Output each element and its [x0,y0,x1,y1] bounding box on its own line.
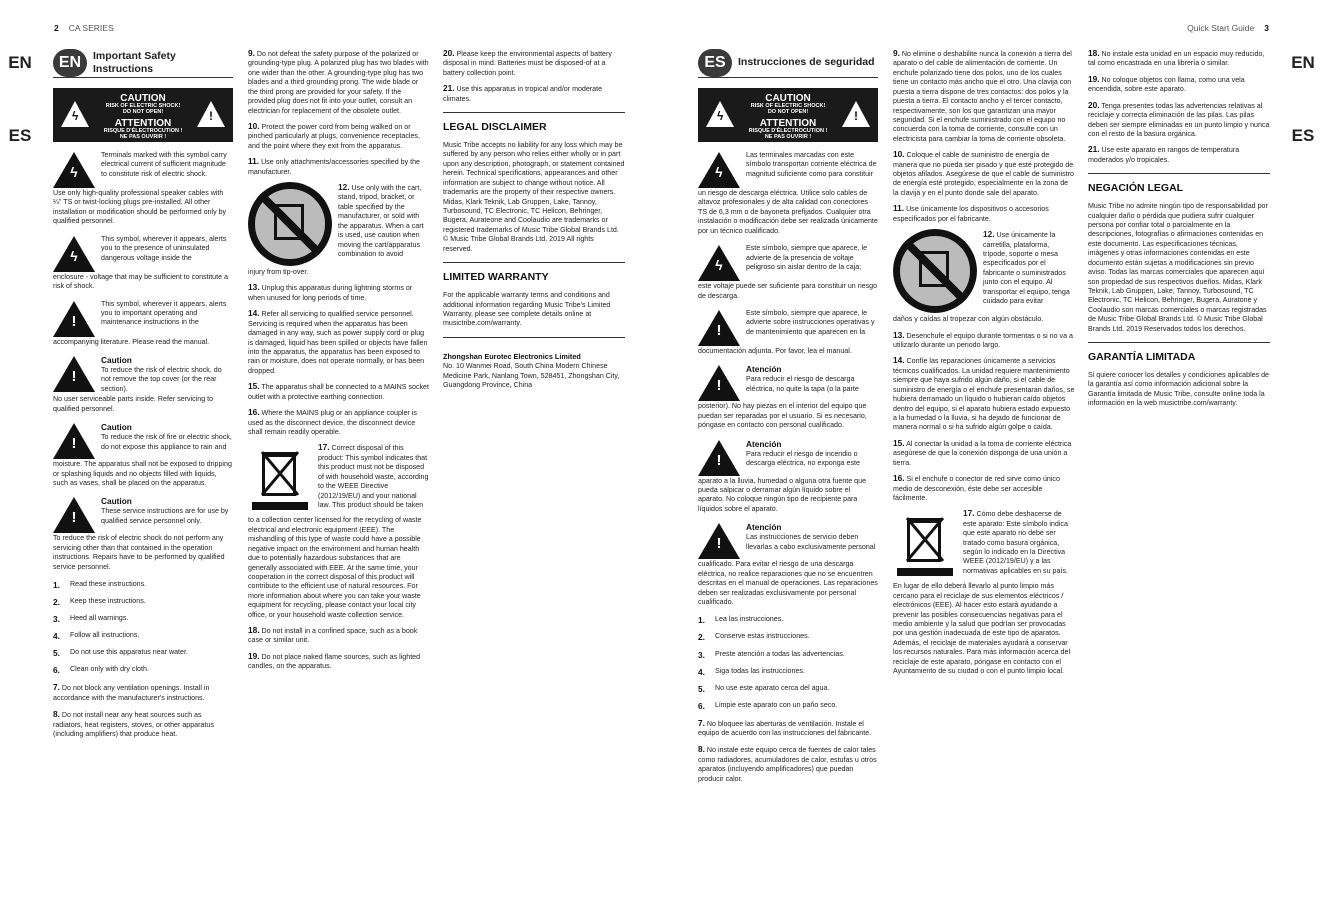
es-column-1 [698,48,878,790]
en-column-1 [53,48,233,745]
caution-text-cont: moisture. The apparatus shall not be exposed to dripping or splashing liquids and no objects filled with liquids, such as vases, shall be placed on the apparatus. [53,460,232,487]
list-item: 5. No use este aparato cerca del agua. [698,683,830,694]
banner-caution: CAUTION [120,93,166,104]
series-name: CA SERIES [68,23,114,33]
banner-caution-sub1: RISK OF ELECTRIC SHOCK! [105,103,181,109]
en-caution-banner [53,88,233,142]
caution-text-cont: cualificado. Para evitar el riesgo de una descarga eléctrica, no realice reparaciones que no se encuentren descritas en el manual de operaciones. Las reparaciones deben ser realizadas exclusivamente por personal cualificado. [698,560,878,607]
list-item: 2. Keep these instructions. [53,597,146,608]
weee-bin-icon [248,442,312,514]
banner-caution-sub2: DO NOT OPEN! [767,109,809,115]
caution-title: Atención [746,364,782,375]
en-column-3 [443,48,625,394]
item-19: 19. No coloque objetos con llama, como una vela encendida, sobre este aparato. [1088,73,1245,94]
weee-bin-icon [893,508,957,580]
banner-attention: ATTENTION [114,118,172,129]
caution-title: Caution [101,354,132,365]
bolt-warning-icon: ϟ [53,152,95,188]
item-16: 16. Si el enchufe o conector de red sirve como único medio de desconexión, éste debe ser accesible fácilmente. [893,473,1060,502]
caution-text: To reduce the risk of fire or electric shock, do not expose this appliance to rain and [101,433,232,451]
legal-disclaimer-title: NEGACIÓN LEGAL [1088,182,1184,195]
item-13: 13. Unplug this apparatus during lightning storms or when unused for long periods of time. [248,282,413,302]
es-title-box [698,48,878,78]
symbol-text-cont: accompanying literature. Please read the manual. [53,337,210,346]
item-13: 13. Desenchufe el equipo durante tormentas o si no va a utilizarlo durante un periodo largo. [893,329,1073,350]
item-10: 10. Protect the power cord from being walked on or pinched particularly at plugs, convenience receptacles, and the point where they exit from the apparatus. [248,120,420,150]
item-10: 10. Coloque el cable de suministro de energía de manera que no pueda ser pisado y que esté protegido de objetos afilados. Asegúrese de que el cable de suministro de energía esté protegido, especialmente en la zona de la clavija y en el punto donde sale del aparato. [893,149,1075,197]
symbol-text-cont: un riesgo de descarga eléctrica. Utilice solo cables de altavoz profesionales y de alta calidad con conectores TS de 6,3 mm o de bayoneta prefijados. Cualquier otra instalación o modificación debe ser realizada únicamente por un técnico cualificado. [698,189,878,235]
list-item: 4. Follow all instructions. [53,631,140,642]
banner-attention-sub1: RISQUE D'ÉLECTROCUTION ! [748,128,828,134]
list-item: 3. Heed all warnings. [53,614,129,625]
symbol-text: Este símbolo, siempre que aparece, le advierte de la presencia de voltaje peligroso sin aislar dentro de la caja; [746,244,868,271]
es-badge: ES [698,49,732,77]
caution-block [698,522,878,559]
legal-disclaimer-text: Music Tribe no admite ningún tipo de responsabilidad por cualquier daño o pérdida que pudiera sufrir cualquier persona por confiar total o parcialmente en la descripciones, fotografías o afirmaciones contenidas en este documento. Las especificaciones técnicas, imágenes y otras informaciones contenidas en este documento están sujetas a modificaciones sin previo aviso. Todas las marcas comerciales que aparecen aquí son propiedad de sus respectivos dueños. Midas, Klark Teknik, Lab Gruppen, Lake, Tannoy, Turbosound, TC Electronic, TC Helicon, Behringer, Bugera, Auratone y Coolaudio son marcas comerciales o marcas registradas de Music Tribe Global Brands Ltd. © Music Tribe Global Brands Ltd. 2019 Reservados todos los derechos. [1088,202,1268,333]
en-badge: EN [53,49,87,77]
exclamation-warning-icon: ! [53,301,95,337]
caution-title: Caution [101,496,132,507]
es-column-2 [893,48,1075,682]
caution-text-cont: aparato a la lluvia, humedad o alguna otra fuente que pueda salpicar o derramar algún líquido sobre el aparato. No coloque ningún tipo de recipiente para líquidos sobre el aparato. [698,476,867,513]
list-item: 1. Lea las instrucciones. [698,615,784,626]
cart-warning-icon [893,229,977,313]
item-17: 17. Correct disposal of this product: This symbol indicates that this product must not be disposed of with household waste, according to the WEEE Directive (2012/19/EU) and your national law. This product should be taken [248,442,430,514]
item-12-cont: daños y caídas al tropezar con algún obstáculo. [893,315,1044,324]
banner-attention-sub2: NE PAS OUVRIR ! [764,134,812,140]
item-16: 16. Where the MAINS plug or an appliance coupler is used as the disconnect device, the disconnect device shall remain readily operable. [248,407,417,436]
company-name: Zhongshan Eurotec Electronics Limited [443,351,581,361]
symbol-text: This symbol, wherever it appears, alerts you to important operating and maintenance instructions in the [101,299,227,327]
item-11: 11. Use only attachments/accessories specified by the manufacturer. [248,156,420,176]
banner-attention: ATTENTION [759,118,817,129]
banner-caution: CAUTION [765,93,811,104]
list-item: 3. Preste atención a todas las advertencias. [698,649,845,660]
bolt-icon: ϟ [61,101,89,127]
right-page-number: 3 [1264,23,1269,33]
caution-title: Caution [101,422,132,433]
company-address [443,337,625,391]
item-12-cont: injury from tip-over. [248,268,309,277]
list-item: 4. Siga todas las instrucciones. [698,666,805,677]
item-12: 12. Use only with the cart, stand, tripod, bracket, or table specified by the manufacturer, or sold with the apparatus. When a cart is used, use caution when moving the cart/apparatus combination to avoid [248,182,430,266]
es-column-3 [1088,48,1270,413]
banner-attention-sub2: NE PAS OUVRIR ! [119,134,167,140]
symbol-block [53,235,233,272]
symbol-text: Las terminales marcadas con este símbolo transportan corriente eléctrica de magnitud suficiente como para constituir [746,151,877,178]
caution-text: These service instructions are for use by qualified service personnel only. [101,507,229,525]
caution-text-cont: No user serviceable parts inside. Refer servicing to qualified personnel. [53,395,214,413]
en-title-box [53,48,233,78]
item-21: 21. Use este aparato en rangos de temperatura moderados y/o tropicales. [1088,144,1240,164]
banner-caution-sub1: RISK OF ELECTRIC SHOCK! [750,103,826,109]
symbol-block [53,151,233,188]
limited-warranty-title: LIMITED WARRANTY [443,271,549,284]
item-20: 20. Tenga presentes todas las advertencias relativas al reciclaje y correcta eliminación de las pilas. Las pilas deben ser siempre eliminadas en un punto limpio y nunca con el resto de la basura orgánica. [1088,99,1270,138]
es-title: Instrucciones de seguridad [738,56,875,69]
en-column-2 [248,48,430,677]
guide-title: Quick Start Guide [1187,23,1255,33]
caution-text-cont: To reduce the risk of electric shock do not perform any servicing other than that contained in the operation instructions. Repairs have to be performed by qualified service personnel. [53,534,225,571]
es-instruction-list [698,615,878,784]
bolt-warning-icon: ϟ [698,152,740,188]
symbol-block [53,300,233,337]
limited-warranty-text: For the applicable warranty terms and conditions and additional information regarding Music Tribe's Limited Warranty, please see complete details online at musictribe.com/warranty. [443,291,611,328]
symbol-text: Este símbolo, siempre que aparece, le advierte sobre instrucciones operativas y de mantenimiento que aparecen en la [746,308,875,336]
caution-text: Para reducir el riesgo de descarga eléctrica, no quite la tapa (o la parte [746,375,859,393]
list-item: 7. No bloquee las aberturas de ventilación. Instale el equipo de acuerdo con las instrucciones del fabricante. [698,717,872,738]
caution-block [53,496,233,533]
en-instruction-list [53,580,233,739]
tab-en-right[interactable]: EN [1291,53,1315,72]
left-page-header [44,23,114,34]
list-item: 2. Conserve estas instrucciones. [698,632,810,643]
list-item: 8. No instale este equipo cerca de fuentes de calor tales como radiadores, acumuladores de calor, estufas u otros aparatos (incluyendo amplificadores) que puedan producir calor. [698,744,877,783]
tab-es-right[interactable]: ES [1291,126,1315,145]
left-page-number: 2 [54,23,59,33]
caution-title: Atención [746,522,782,533]
caution-title: Atención [746,438,782,449]
caution-block [53,355,233,394]
legal-disclaimer-text: Music Tribe accepts no liability for any loss which may be suffered by any person who relies either wholly or in part upon any description, photograph, or statement contained herein. Technical specifications, appearances and other information are subject to change without notice. All trademarks are the property of their respective owners. Midas, Klark Teknik, Lab Gruppen, Lake, Tannoy, Turbosound, TC Electronic, TC Helicon, Behringer, Bugera, Aurateone and Coolaudio are trademarks or registered trademarks of Music Tribe Global Brands Ltd. © Music Tribe Global Brands Ltd. 2019 All rights reserved. [443,141,625,253]
item-18: 18. Do not install in a confined space, such as a book case or similar unit. [248,625,418,645]
symbol-block [698,244,878,281]
tab-es-left[interactable]: ES [8,126,32,145]
bolt-icon: ϟ [706,101,734,127]
item-14: 14. Refer all servicing to qualified service personnel. Servicing is required when the apparatus has been damaged in any way, such as power supply cord or plug is damaged, liquid has been spilled or objects have fallen into the apparatus, the apparatus has been exposed to rain or moisture, does not operate normally, or has been dropped. [248,308,428,375]
legal-disclaimer-title: LEGAL DISCLAIMER [443,121,547,134]
caution-text: To reduce the risk of electric shock, do not remove the top cover (or the rear section). [101,365,222,393]
list-item: 7. Do not block any ventilation openings. Install in accordance with the manufacturer's instructions. [53,682,210,702]
item-20: 20. Please keep the environmental aspects of battery disposal in mind. Batteries must be disposed-of at a battery collection point. [443,48,612,77]
symbol-text-cont: documentación adjunta. Por favor, lea el manual. [698,346,852,355]
exclamation-icon: ! [842,101,870,127]
bolt-warning-icon: ϟ [53,236,95,272]
symbol-block [698,309,878,346]
caution-text: Para reducir el riesgo de incendio o descarga eléctrica, no exponga este [746,449,860,468]
address-text: No. 10 Wanmei Road, South China Modern Chinese Medicine Park, Nanlang Town, 528451, Zhongshan City, Guangdong Province, China [443,362,620,390]
item-17-cont: to a collection center licensed for the recycling of waste electrical and electronic equipment (EEE). The mishandling of this type of waste could have a possible negative impact on the environment and human health due to potentially hazardous substances that are generally associated with EEE. At the same time, your cooperation in the correct disposal of this product will contribute to the efficient use of natural resources. For more information about where you can take your waste equipment for recycling, please contact your local city office, or your household waste collection service. [248,516,422,619]
item-15: 15. Al conectar la unidad a la toma de corriente eléctrica asegúrese de que la conexión disponga de una unión a tierra. [893,437,1072,467]
item-17-cont: En lugar de ello deberá llevarlo al punto limpio más cercano para el reciclaje de sus elementos eléctricos / electrónicos (EEE). Al hacer esto estará ayudando a prevenir las posibles consecuencias negativas para el medio ambiente y la salud que podrían ser provocadas por una gestión inadecuada de este tipo de aparatos. Además, el reciclaje de materiales ayudará a conservar los recursos naturales. Para más información acerca del reciclaje de este aparato, póngase en contacto con el Ayuntamiento de su ciudad o con el punto limpio local. [893,582,1071,676]
exclamation-warning-icon: ! [698,440,740,476]
item-9: 9. No elimine o deshabilite nunca la conexión a tierra del aparato o del cable de alimentación de corriente. Un enchufe polarizado tiene dos polos, uno de los cuales tiene un contacto más ancho que el otro. Una clavija con puesta a tierra dispone de tres contactos: dos polos y la puesta a tierra. El contacto ancho y el tercer contacto, respectivamente, son los que garantizan una mayor seguridad. Si el enchufe suministrado con el equipo no concuerda con la toma de corriente, consulte con un electricista para cambiar la toma de corriente obsoleta. [893,48,1072,143]
exclamation-warning-icon: ! [53,356,95,392]
exclamation-warning-icon: ! [698,310,740,346]
limited-warranty-section [443,262,625,329]
item-15: 15. The apparatus shall be connected to a MAINS socket outlet with a protective earthing connection. [248,381,429,401]
caution-block [698,364,878,401]
list-item: 1. Read these instructions. [53,580,147,591]
caution-text: Las instrucciones de servicio deben llevarlas a cabo exclusivamente personal [746,533,876,551]
item-17: 17. Cómo debe deshacerse de este aparato: Este símbolo indica que este aparato no debe ser tratado como basura orgánica, según lo indicado en la Directiva WEEE (2012/19/EU) y a las normativas aplicables en su país. [893,508,1075,580]
list-item: 6. Clean only with dry cloth. [53,665,149,676]
symbol-text: This symbol, wherever it appears, alerts you to the presence of uninsulated dangerous voltage inside the [101,234,227,262]
legal-disclaimer-section [443,112,625,254]
caution-text-cont: posterior). No hay piezas en el interior del equipo que puedan ser reparadas por el usuario. Si es necesario, póngase en contacto con personal cualificado. [698,402,867,430]
cart-warning-icon [248,182,332,266]
bolt-warning-icon: ϟ [698,245,740,281]
banner-caution-sub2: DO NOT OPEN! [122,109,164,115]
en-title: Important Safety Instructions [93,50,176,75]
item-9: 9. Do not defeat the safety purpose of the polarized or grounding-type plug. A polarized plug has two blades with one wider than the other. A grounding-type plug has two blades and a third grounding prong. The wide blade or the third prong are provided for your safety. If the provided plug does not fit into your outlet, consult an electrician for replacement of the obsolete outlet. [248,48,429,115]
limited-warranty-text: Si quiere conocer los detalles y condiciones aplicables de la garantía así como información adicional sobre la Garantía limitada de Music Tribe, consulte online toda la información en la web musictribe.com/warranty. [1088,371,1269,408]
item-18: 18. No instale esta unidad en un espacio muy reducido, tal como encastrada en una librería o similar. [1088,48,1265,68]
exclamation-warning-icon: ! [698,365,740,401]
list-item: 5. Do not use this apparatus near water. [53,648,188,659]
exclamation-icon: ! [197,101,225,127]
legal-disclaimer-section [1088,173,1270,334]
item-21: 21. Use this apparatus in tropical and/or moderate climates. [443,83,603,103]
symbol-text-cont: Use only high-quality professional speaker cables with ¼" TS or twist-locking plugs pre-installed. All other installation or modification should be performed only by qualified personnel. [53,189,227,226]
symbol-text-cont: este voltaje puede ser suficiente para constituir un riesgo de descarga. [698,282,878,300]
exclamation-warning-icon: ! [53,497,95,533]
limited-warranty-title: GARANTÍA LIMITADA [1088,351,1196,364]
limited-warranty-section [1088,342,1270,409]
exclamation-warning-icon: ! [53,423,95,459]
list-item: 8. Do not install near any heat sources such as radiators, heat registers, stoves, or other apparatus (including amplifiers) that produce heat. [53,709,214,738]
list-item: 6. Limpie este aparato con un paño seco. [698,700,838,711]
symbol-block [698,151,878,188]
right-page-header [1187,23,1279,34]
symbol-text-cont: enclosure - voltage that may be sufficient to constitute a risk of shock. [53,272,228,291]
item-11: 11. Use únicamente los dispositivos o accesorios especificados por el fabricante. [893,203,1049,223]
tab-en-left[interactable]: EN [8,53,32,72]
caution-block [53,422,233,459]
caution-block [698,439,878,476]
item-19: 19. Do not place naked flame sources, such as lighted candles, on the apparatus. [248,650,421,671]
exclamation-warning-icon: ! [698,523,740,559]
es-caution-banner [698,88,878,142]
banner-attention-sub1: RISQUE D'ÉLECTROCUTION ! [103,128,183,134]
item-12: 12. Use únicamente la carretilla, plataforma, trípode, soporte o mesa especificados por el fabricante o suministrados junto con el equipo. Al transportar el equipo, tenga cuidado para evitar [893,229,1075,313]
symbol-text: Terminals marked with this symbol carry electrical current of sufficient magnitude to constitute risk of electric shock. [101,151,227,178]
item-14: 14. Confíe las reparaciones únicamente a servicios técnicos cualificados. La unidad requiere mantenimiento siempre que haya sufrido algún daño, si el cable de suministro de energía o el enchufe presentaran daños, se hubiera derramado un líquido o hubieran caído objetos dentro del equipo, si el aparato hubiera estado expuesto a la humedad o la lluvia, si ha dejado de funcionar de manera normal o si ha sufrido algún golpe o caída. [893,355,1075,432]
